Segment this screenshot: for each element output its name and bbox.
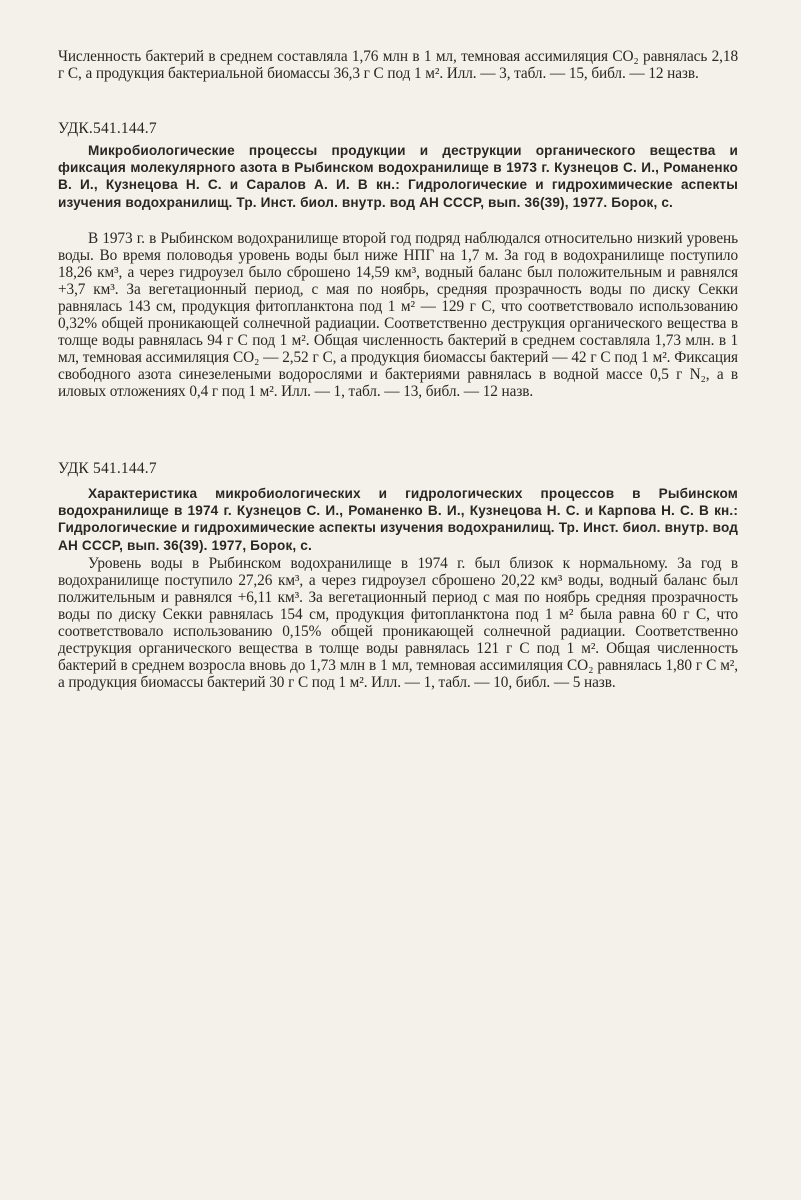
entry-abstract-2: Уровень воды в Рыбинском водохранилище в 1974 г. был близок к нормальному. За год в водохранилище поступило 27,26 км³, а через гидроузел сброшено 20,22 км³ воды, водный баланс был полжительным и равнялся +6,11 км³. За вегетационный период с мая по ноябрь средняя прозрачность воды по диску Секки равнялась 154 см, продукция фитопланктона под 1 м² была равна 60 г С, что соответствовало использованию 0,15% общей проникающей солнечной радиации. Соответственно деструкция органического вещества в толще воды равнялась 121 г С под 1 м². Общая численность бактерий в среднем возросла вновь до 1,73 млн в 1 мл, темновая ассимиляция CO₂ равнялась 1,80 г С м², а продукция биомассы бактерий 30 г С под 1 м². Илл. — 1, табл. — 10, библ. — 5 назв.	[58, 555, 738, 691]
intro-paragraph: Численность бактерий в среднем составляла 1,76 млн в 1 мл, темновая ассимиляция CO₂ равнялась 2,18 г С, а продукция бактериальной биомассы 36,3 г С под 1 м². Илл. — 3, табл. — 15, библ. — 12 назв.	[58, 48, 738, 82]
udc-code-2: УДК 541.144.7	[58, 460, 157, 477]
udc-code-1: УДК.541.144.7	[58, 120, 157, 137]
entry-title-2: Характеристика микробиологических и гидрологических процессов в Рыбинском водохранилище в 1974 г. Кузнецов С. И., Романенко В. И., Кузнецова Н. С. и Карпова Н. С. В кн.: Гидрологические и гидрохимические аспекты изучения водохранилищ. Тр. Инст. биол. внутр. вод АН СССР, вып. 36(39). 1977, Борок, с.	[58, 486, 738, 553]
entry-title-1: Микробиологические процессы продукции и деструкции органического вещества и фиксация молекулярного азота в Рыбинском водохранилище в 1973 г. Кузнецов С. И., Романенко В. И., Кузнецова Н. С. и Саралов А. И. В кн.: Гидрологические и гидрохимические аспекты изучения водохранилищ. Тр. Инст. биол. внутр. вод АН СССР, вып. 36(39), 1977. Борок, с.	[58, 143, 738, 210]
entry-abstract-1: В 1973 г. в Рыбинском водохранилище второй год подряд наблюдался относительно низкий уровень воды. Во время половодья уровень воды был ниже НПГ на 1,7 м. За год в водохранилище поступило 18,26 км³, а через гидроузел было сброшено 14,59 км³, водный баланс был положительным и равнялся +3,7 км³. За вегетационный период, с мая по ноябрь, средняя прозрачность воды по диску Секки равнялась 143 см, продукция фитопланктона под 1 м² — 129 г С, что соответствовало использованию 0,32% общей проникающей солнечной радиации. Соответственно деструкция органического вещества в толще воды равнялась 94 г С под 1 м². Общая численность бактерий в среднем составляла 1,73 млн. в 1 мл, темновая ассимиляция CO₂ — 2,52 г С, а продукция биомассы бактерий — 42 г С под 1 м². Фиксация свободного азота синезелеными водорослями и бактериями равнялась в водной массе 0,5 г N₂, а в иловых отложениях 0,4 г под 1 м². Илл. — 1, табл. — 13, библ. — 12 назв.	[58, 230, 738, 400]
